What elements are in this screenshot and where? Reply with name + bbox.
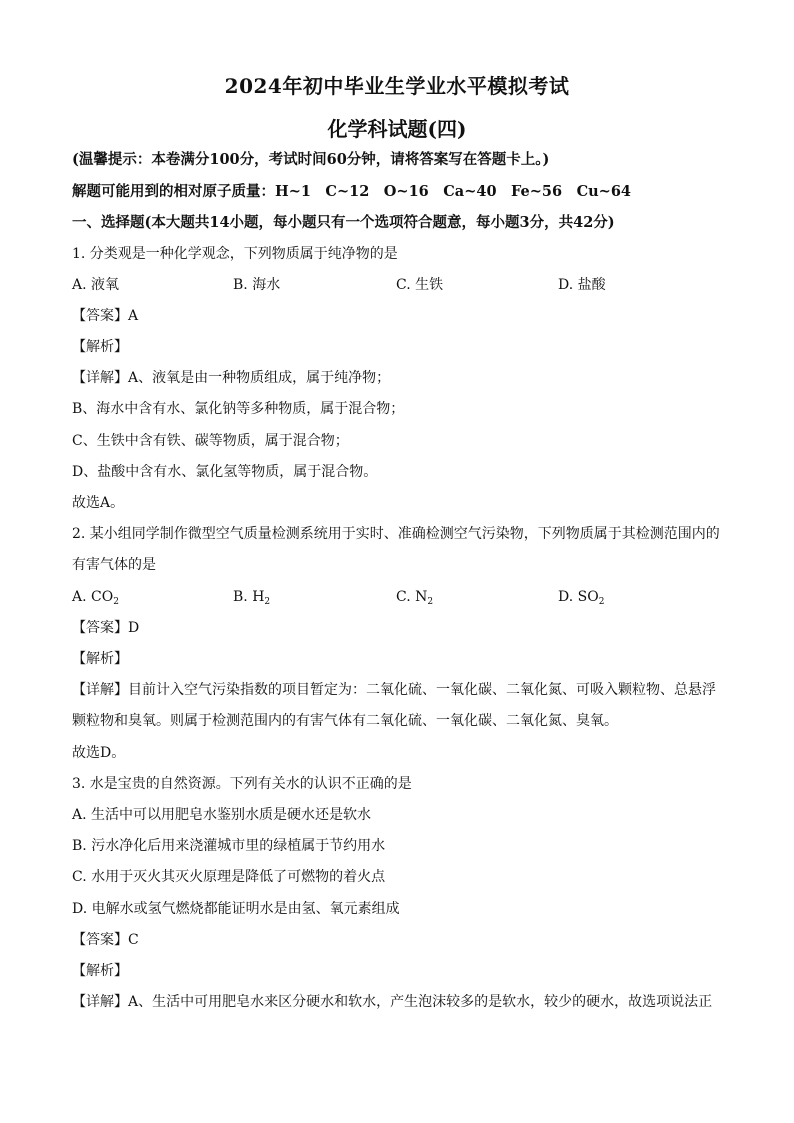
q2-conclusion: 故选D。 bbox=[72, 745, 126, 761]
q2-option-d: D. $SO_2$ bbox=[558, 589, 605, 607]
question-2-stem-cont: 有害气体的是 bbox=[72, 557, 156, 573]
exam-subtitle: 化学科试题(四) bbox=[327, 117, 467, 141]
q3-option-d: D. 电解水或氢气燃烧都能证明水是由氢、氧元素组成 bbox=[72, 901, 400, 917]
q1-option-a: A. 液氧 bbox=[72, 277, 120, 293]
q1-option-c: C. 生铁 bbox=[396, 277, 444, 293]
q3-option-b: B. 污水净化后用来浇灌城市里的绿植属于节约用水 bbox=[72, 838, 386, 854]
q2-option-c: C. $N_2$ bbox=[396, 589, 434, 607]
q1-detail-line: D、盐酸中含有水、氯化氢等物质，属于混合物。 bbox=[72, 464, 378, 480]
q3-analysis-label: 【解析】 bbox=[72, 963, 128, 979]
notice-text: (温馨提示：本卷满分100分，考试时间60分钟，请将答案写在答题卡上。) bbox=[72, 151, 550, 168]
q1-detail-line: 【详解】A、液氧是由一种物质组成，属于纯净物； bbox=[72, 370, 391, 386]
q1-answer: 【答案】A bbox=[72, 308, 139, 324]
q3-option-c: C. 水用于灭火其灭火原理是降低了可燃物的着火点 bbox=[72, 869, 386, 885]
q2-detail-line: 【详解】目前计入空气污染指数的项目暂定为：二氧化硫、一氧化碳、二氧化氮、可吸入颗粒物、总悬浮 bbox=[72, 682, 716, 698]
q2-analysis-label: 【解析】 bbox=[72, 651, 128, 667]
q1-detail-line: B、海水中含有水、氯化钠等多种物质，属于混合物； bbox=[72, 401, 405, 417]
q2-option-a: A. $CO_2$ bbox=[72, 589, 119, 607]
q2-detail-line: 颗粒物和臭氧。则属于检测范围内的有害气体有二氧化硫、一氧化碳、二氧化氮、臭氧。 bbox=[72, 713, 618, 729]
q1-analysis-label: 【解析】 bbox=[72, 339, 128, 355]
q2-option-b: B. $H_2$ bbox=[233, 589, 271, 607]
atomic-mass-text: 解题可能用到的相对原子质量：H~1 C~12 O~16 Ca~40 Fe~56 Cu~64 bbox=[72, 183, 631, 200]
question-2-stem: 2. 某小组同学制作微型空气质量检测系统用于实时、准确检测空气污染物，下列物质属于其检测范围内的 bbox=[72, 526, 720, 542]
q3-detail-line: 【详解】A、生活中可用肥皂水来区分硬水和软水，产生泡沫较多的是软水，较少的硬水，故选项说法正 bbox=[72, 994, 713, 1010]
q2-answer: 【答案】D bbox=[72, 620, 140, 636]
section-heading: 一、选择题(本大题共14小题，每小题只有一个选项符合题意，每小题3分，共42分) bbox=[72, 214, 615, 231]
q1-conclusion: 故选A。 bbox=[72, 495, 125, 511]
question-1-stem: 1. 分类观是一种化学观念，下列物质属于纯净物的是 bbox=[72, 246, 398, 262]
q1-detail-line: C、生铁中含有铁、碳等物质，属于混合物； bbox=[72, 433, 349, 449]
q1-option-b: B. 海水 bbox=[233, 277, 281, 293]
q1-option-d: D. 盐酸 bbox=[558, 277, 606, 293]
q3-answer: 【答案】C bbox=[72, 932, 139, 948]
exam-title: 2024年初中毕业生学业水平模拟考试 bbox=[224, 74, 570, 98]
question-3-stem: 3. 水是宝贵的自然资源。下列有关水的认识不正确的是 bbox=[72, 776, 412, 792]
q3-option-a: A. 生活中可以用肥皂水鉴别水质是硬水还是软水 bbox=[72, 807, 372, 823]
